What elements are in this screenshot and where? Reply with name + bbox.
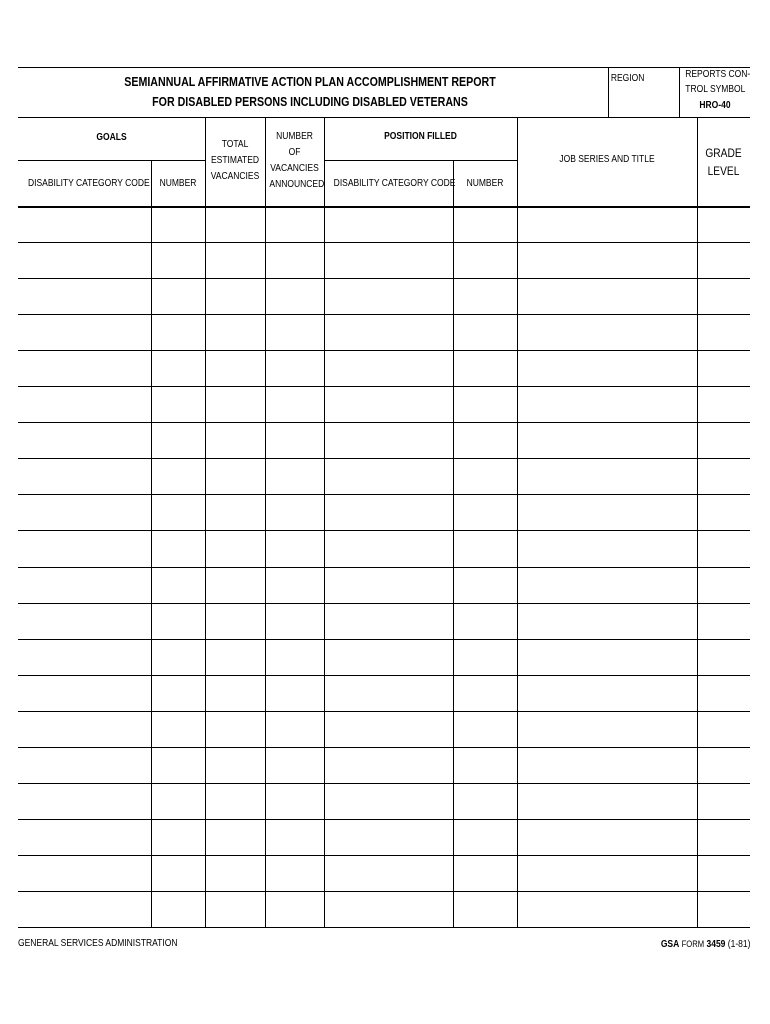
position-subheader-line [324, 160, 517, 161]
cell-filled-code[interactable] [325, 316, 452, 349]
row-line [18, 494, 750, 495]
cell-goals-code[interactable] [19, 569, 150, 602]
pos-number-header: NUMBER [466, 178, 504, 189]
cell-vacancies-announced[interactable] [266, 713, 323, 746]
cell-goals-code[interactable] [19, 857, 150, 890]
cell-grade-level[interactable] [698, 785, 749, 818]
region-label: REGION [610, 73, 645, 84]
cell-filled-number[interactable] [454, 388, 516, 421]
cell-total-vacancies[interactable] [206, 208, 264, 241]
cell-grade-level[interactable] [698, 605, 749, 638]
cell-vacancies-announced[interactable] [266, 496, 323, 529]
cell-goals-number[interactable] [152, 893, 204, 926]
cell-vacancies-announced[interactable] [266, 424, 323, 457]
cell-filled-code[interactable] [325, 388, 452, 421]
row-line [18, 747, 750, 748]
cell-filled-code[interactable] [325, 244, 452, 277]
rcs-value: HRO-40 [699, 100, 731, 111]
cell-filled-number[interactable] [454, 424, 516, 457]
cell-vacancies-announced[interactable] [266, 641, 323, 674]
cell-filled-number[interactable] [454, 893, 516, 926]
cell-goals-code[interactable] [19, 208, 150, 241]
rcs-label-line1: REPORTS CON- [685, 69, 751, 80]
cell-vacancies-announced[interactable] [266, 316, 323, 349]
cell-vacancies-announced[interactable] [266, 569, 323, 602]
cell-filled-code[interactable] [325, 352, 452, 385]
row-line [18, 891, 750, 892]
cell-grade-level[interactable] [698, 677, 749, 710]
cell-goals-code[interactable] [19, 677, 150, 710]
cell-grade-level[interactable] [698, 208, 749, 241]
cell-job-series[interactable] [518, 713, 696, 746]
cell-grade-level[interactable] [698, 713, 749, 746]
num-header-line1: NUMBER [276, 131, 313, 142]
cell-goals-code[interactable] [19, 785, 150, 818]
cell-grade-level[interactable] [698, 821, 749, 854]
cell-vacancies-announced[interactable] [266, 460, 323, 493]
grade-header-line1: GRADE [705, 146, 742, 160]
cell-total-vacancies[interactable] [206, 821, 264, 854]
row-line [18, 530, 750, 531]
cell-filled-code[interactable] [325, 280, 452, 313]
cell-vacancies-announced[interactable] [266, 208, 323, 241]
total-header-line1: TOTAL [221, 139, 249, 150]
cell-filled-number[interactable] [454, 532, 516, 565]
cell-goals-number[interactable] [152, 388, 204, 421]
row-line [18, 458, 750, 459]
cell-filled-code[interactable] [325, 208, 452, 241]
cell-filled-code[interactable] [325, 496, 452, 529]
row-line [18, 314, 750, 315]
cell-goals-number[interactable] [152, 496, 204, 529]
row-line [18, 819, 750, 820]
cell-goals-number[interactable] [152, 785, 204, 818]
cell-goals-code[interactable] [19, 280, 150, 313]
goals-code-header: DISABILITY CATEGORY CODE [27, 178, 150, 189]
cell-goals-number[interactable] [152, 208, 204, 241]
cell-vacancies-announced[interactable] [266, 893, 323, 926]
cell-vacancies-announced[interactable] [266, 244, 323, 277]
cell-filled-number[interactable] [454, 677, 516, 710]
rcs-label-line2: TROL SYMBOL [685, 84, 746, 95]
cell-goals-number[interactable] [152, 460, 204, 493]
total-header-line3: VACANCIES [210, 171, 260, 182]
cell-job-series[interactable] [518, 605, 696, 638]
cell-filled-number[interactable] [454, 605, 516, 638]
cell-goals-code[interactable] [19, 496, 150, 529]
row-line [18, 855, 750, 856]
goals-number-header: NUMBER [159, 178, 197, 189]
cell-filled-number[interactable] [454, 316, 516, 349]
cell-grade-level[interactable] [698, 569, 749, 602]
job-series-header: JOB SERIES AND TITLE [559, 154, 655, 165]
cell-goals-code[interactable] [19, 316, 150, 349]
row-line [18, 386, 750, 387]
cell-goals-number[interactable] [152, 424, 204, 457]
cell-vacancies-announced[interactable] [266, 352, 323, 385]
cell-filled-number[interactable] [454, 821, 516, 854]
cell-grade-level[interactable] [698, 280, 749, 313]
cell-goals-code[interactable] [19, 821, 150, 854]
cell-grade-level[interactable] [698, 316, 749, 349]
cell-job-series[interactable] [518, 496, 696, 529]
row-line [18, 422, 750, 423]
cell-job-series[interactable] [518, 641, 696, 674]
goals-subheader-line [18, 160, 205, 161]
row-line [18, 567, 750, 568]
cell-goals-number[interactable] [152, 677, 204, 710]
cell-grade-level[interactable] [698, 352, 749, 385]
cell-grade-level[interactable] [698, 496, 749, 529]
cell-total-vacancies[interactable] [206, 460, 264, 493]
form-title-line1: SEMIANNUAL AFFIRMATIVE ACTION PLAN ACCOMPLISHMENT REPORT [124, 74, 496, 89]
cell-goals-number[interactable] [152, 641, 204, 674]
row-line [18, 278, 750, 279]
row-line [18, 639, 750, 640]
cell-goals-number[interactable] [152, 821, 204, 854]
cell-filled-code[interactable] [325, 677, 452, 710]
cell-grade-level[interactable] [698, 857, 749, 890]
cell-filled-code[interactable] [325, 532, 452, 565]
cell-filled-number[interactable] [454, 496, 516, 529]
cell-filled-code[interactable] [325, 605, 452, 638]
goals-header: GOALS [96, 132, 127, 143]
row-line [18, 783, 750, 784]
cell-vacancies-announced[interactable] [266, 857, 323, 890]
cell-job-series[interactable] [518, 280, 696, 313]
title-bottom-border [18, 117, 750, 118]
cell-total-vacancies[interactable] [206, 569, 264, 602]
cell-total-vacancies[interactable] [206, 388, 264, 421]
cell-filled-number[interactable] [454, 641, 516, 674]
cell-goals-number[interactable] [152, 569, 204, 602]
cell-grade-level[interactable] [698, 460, 749, 493]
cell-goals-number[interactable] [152, 749, 204, 782]
cell-goals-code[interactable] [19, 749, 150, 782]
cell-total-vacancies[interactable] [206, 893, 264, 926]
cell-goals-code[interactable] [19, 388, 150, 421]
cell-goals-code[interactable] [19, 424, 150, 457]
cell-job-series[interactable] [518, 532, 696, 565]
cell-grade-level[interactable] [698, 532, 749, 565]
form-word: FORM [681, 939, 704, 949]
cell-job-series[interactable] [518, 677, 696, 710]
form-prefix: GSA [660, 939, 679, 950]
position-header: POSITION FILLED [384, 131, 457, 142]
cell-goals-code[interactable] [19, 532, 150, 565]
cell-goals-number[interactable] [152, 316, 204, 349]
cell-job-series[interactable] [518, 569, 696, 602]
cell-vacancies-announced[interactable] [266, 821, 323, 854]
cell-filled-code[interactable] [325, 893, 452, 926]
cell-filled-code[interactable] [325, 785, 452, 818]
cell-filled-code[interactable] [325, 569, 452, 602]
cell-total-vacancies[interactable] [206, 641, 264, 674]
cell-goals-code[interactable] [19, 244, 150, 277]
cell-job-series[interactable] [518, 244, 696, 277]
cell-grade-level[interactable] [698, 424, 749, 457]
cell-goals-code[interactable] [19, 893, 150, 926]
cell-vacancies-announced[interactable] [266, 785, 323, 818]
form-number: 3459 [706, 939, 725, 950]
cell-grade-level[interactable] [698, 749, 749, 782]
row-line [18, 675, 750, 676]
cell-total-vacancies[interactable] [206, 316, 264, 349]
cell-vacancies-announced[interactable] [266, 388, 323, 421]
cell-grade-level[interactable] [698, 641, 749, 674]
cell-grade-level[interactable] [698, 893, 749, 926]
cell-job-series[interactable] [518, 460, 696, 493]
cell-job-series[interactable] [518, 208, 696, 241]
cell-vacancies-announced[interactable] [266, 605, 323, 638]
cell-total-vacancies[interactable] [206, 244, 264, 277]
num-header-line4: ANNOUNCED [269, 179, 325, 190]
cell-job-series[interactable] [518, 352, 696, 385]
row-line [18, 350, 750, 351]
cell-goals-code[interactable] [19, 352, 150, 385]
cell-job-series[interactable] [518, 424, 696, 457]
cell-filled-number[interactable] [454, 713, 516, 746]
cell-total-vacancies[interactable] [206, 857, 264, 890]
row-line [18, 242, 750, 243]
cell-total-vacancies[interactable] [206, 605, 264, 638]
form-date: (1-81) [727, 939, 750, 950]
cell-grade-level[interactable] [698, 388, 749, 421]
cell-filled-number[interactable] [454, 749, 516, 782]
cell-goals-number[interactable] [152, 280, 204, 313]
region-field[interactable] [609, 88, 678, 116]
cell-goals-code[interactable] [19, 641, 150, 674]
rcs-left-divider [679, 67, 680, 117]
pos-code-header: DISABILITY CATEGORY CODE [333, 178, 456, 189]
cell-job-series[interactable] [518, 857, 696, 890]
form-title-line2: FOR DISABLED PERSONS INCLUDING DISABLED VETERANS [152, 94, 468, 109]
cell-goals-code[interactable] [19, 605, 150, 638]
cell-total-vacancies[interactable] [206, 532, 264, 565]
cell-goals-code[interactable] [19, 713, 150, 746]
row-line [18, 927, 750, 928]
cell-filled-number[interactable] [454, 244, 516, 277]
cell-goals-number[interactable] [152, 244, 204, 277]
cell-goals-number[interactable] [152, 532, 204, 565]
cell-job-series[interactable] [518, 316, 696, 349]
agency-name: GENERAL SERVICES ADMINISTRATION [18, 938, 178, 949]
cell-goals-number[interactable] [152, 605, 204, 638]
cell-filled-number[interactable] [454, 569, 516, 602]
cell-total-vacancies[interactable] [206, 785, 264, 818]
cell-filled-number[interactable] [454, 857, 516, 890]
cell-filled-number[interactable] [454, 208, 516, 241]
cell-job-series[interactable] [518, 388, 696, 421]
cell-job-series[interactable] [518, 821, 696, 854]
cell-filled-code[interactable] [325, 749, 452, 782]
cell-vacancies-announced[interactable] [266, 677, 323, 710]
cell-goals-number[interactable] [152, 713, 204, 746]
cell-filled-code[interactable] [325, 821, 452, 854]
row-line [18, 603, 750, 604]
cell-job-series[interactable] [518, 785, 696, 818]
cell-filled-number[interactable] [454, 785, 516, 818]
cell-total-vacancies[interactable] [206, 352, 264, 385]
cell-goals-number[interactable] [152, 857, 204, 890]
cell-filled-code[interactable] [325, 460, 452, 493]
cell-filled-code[interactable] [325, 713, 452, 746]
cell-total-vacancies[interactable] [206, 749, 264, 782]
row-line [18, 711, 750, 712]
cell-goals-code[interactable] [19, 460, 150, 493]
num-header-line3: VACANCIES [270, 163, 319, 174]
cell-total-vacancies[interactable] [206, 677, 264, 710]
cell-vacancies-announced[interactable] [266, 532, 323, 565]
top-border [18, 67, 750, 68]
cell-total-vacancies[interactable] [206, 713, 264, 746]
form-identifier [660, 938, 750, 951]
cell-total-vacancies[interactable] [206, 280, 264, 313]
cell-filled-code[interactable] [325, 424, 452, 457]
cell-total-vacancies[interactable] [206, 496, 264, 529]
cell-total-vacancies[interactable] [206, 424, 264, 457]
cell-goals-number[interactable] [152, 352, 204, 385]
cell-vacancies-announced[interactable] [266, 749, 323, 782]
cell-grade-level[interactable] [698, 244, 749, 277]
cell-filled-code[interactable] [325, 641, 452, 674]
cell-filled-number[interactable] [454, 460, 516, 493]
cell-job-series[interactable] [518, 893, 696, 926]
grade-header-line2: LEVEL [707, 164, 740, 178]
cell-filled-number[interactable] [454, 280, 516, 313]
num-header-line2: OF [288, 147, 301, 158]
cell-filled-code[interactable] [325, 857, 452, 890]
cell-job-series[interactable] [518, 749, 696, 782]
cell-vacancies-announced[interactable] [266, 280, 323, 313]
cell-filled-number[interactable] [454, 352, 516, 385]
total-header-line2: ESTIMATED [210, 155, 259, 166]
